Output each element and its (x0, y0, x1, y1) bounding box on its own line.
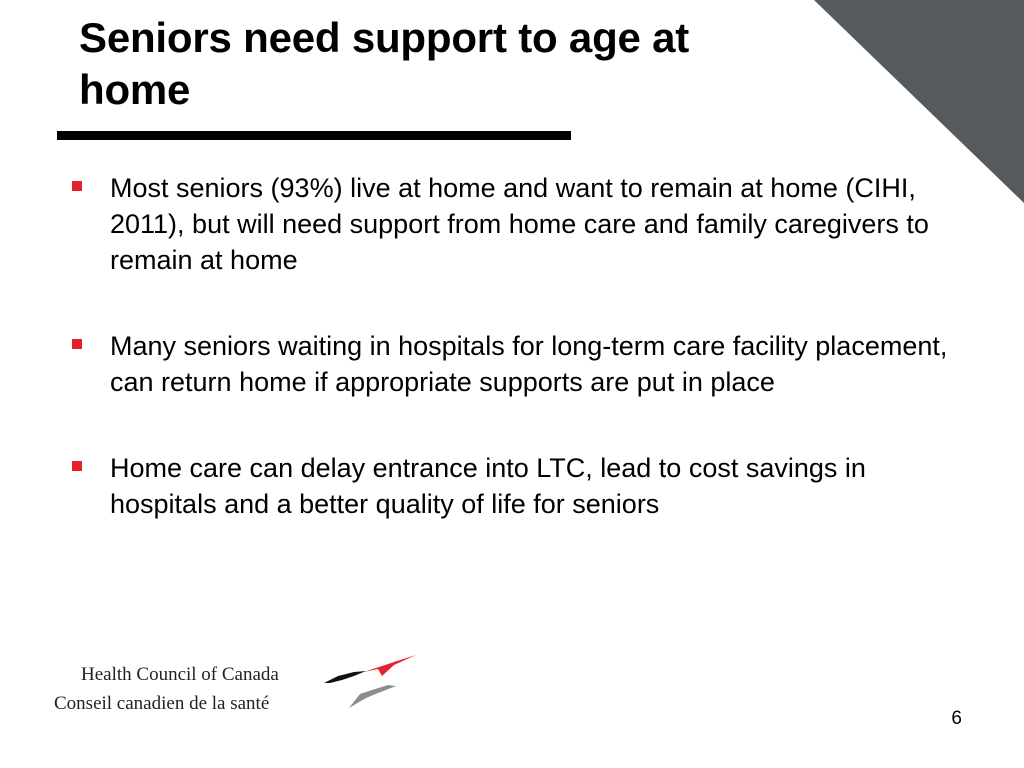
logo-text-english: Health Council of Canada (81, 664, 279, 685)
birds-icon (322, 652, 422, 712)
bullet-item (70, 328, 970, 400)
bullet-item (70, 450, 970, 522)
bullet-list (70, 170, 970, 522)
bullet-square-icon (72, 181, 82, 191)
bullet-text: Many seniors waiting in hospitals for long-term care facility placement, can return home if appropriate supports are put in place (110, 331, 948, 397)
bullet-item (70, 170, 970, 278)
bullet-square-icon (72, 339, 82, 349)
page-number: 6 (951, 708, 962, 729)
bullet-text: Home care can delay entrance into LTC, lead to cost savings in hospitals and a better quality of life for seniors (110, 453, 866, 519)
health-council-logo (52, 652, 422, 712)
logo-text-french: Conseil canadien de la santé (54, 693, 270, 714)
title-underline (57, 131, 571, 140)
bullet-square-icon (72, 461, 82, 471)
bullet-text: Most seniors (93%) live at home and want to remain at home (CIHI, 2011), but will need support from home care and family caregivers to remain at home (110, 173, 929, 275)
slide-title: Seniors need support to age at home (79, 14, 690, 113)
